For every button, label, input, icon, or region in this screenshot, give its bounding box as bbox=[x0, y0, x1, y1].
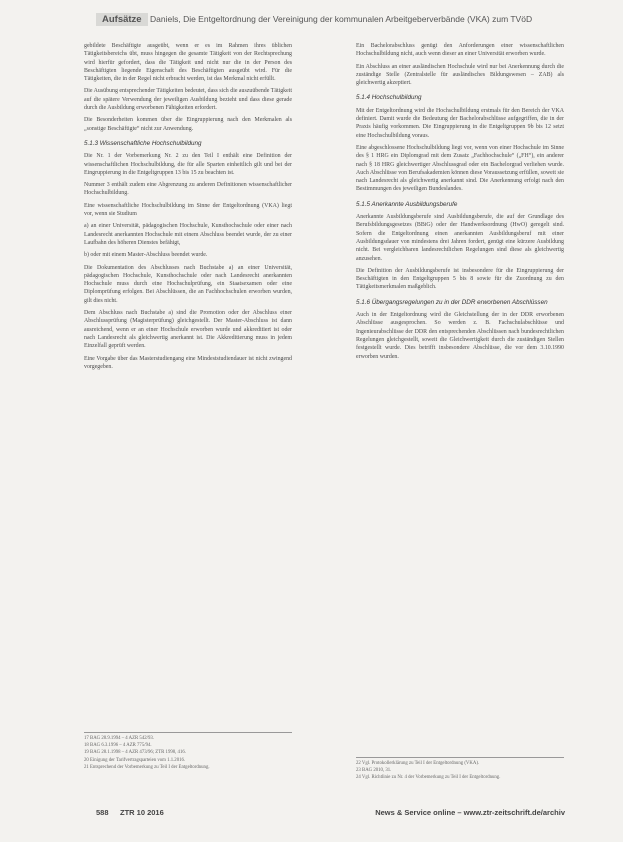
service-link[interactable]: News & Service online – www.ztr-zeitschrift.de/archiv bbox=[375, 808, 565, 817]
footnote: 20 Einigung der Tarifvertragsparteien vom 1.1.2016. bbox=[84, 757, 186, 763]
right-column bbox=[356, 42, 564, 365]
left-column bbox=[84, 42, 292, 375]
footnote: 23 BAG 2010, 31. bbox=[356, 768, 392, 774]
paragraph: Dem Abschluss nach Buchstabe a) sind die Promotion oder der Abschluss einer Abschlussprüfung (Magisterprüfung) gleichgestellt. Der Master-Abschluss ist dann ausreichend, wenn er an einer Hochschule erworben wurde und akkreditiert ist oder nach Landesrecht als gleichwertig anerkannt ist. Die Akkreditierung muss in jedem Einzelfall geprüft werden. bbox=[84, 310, 292, 350]
paragraph: Eine wissenschaftliche Hochschulbildung im Sinne der Entgeltordnung (VKA) liegt vor, wenn sie Studium bbox=[84, 202, 292, 218]
footnote: 24 Vgl. Richtlinie zu Nr. 4 der Vorbemerkung zu Teil I der Entgeltordnung. bbox=[356, 775, 501, 781]
paragraph: Anerkannte Ausbildungsberufe sind Ausbildungsberufe, die auf der Grundlage des Berufsbildungsgesetzes (BBiG) oder der Handwerksordnung (HwO) geregelt sind. Sofern die Entgeltordnung einen anerkannten Ausbildungsberuf mit einer Ausbildungsdauer von mindestens drei Jahren fordert, genügt eine kürzere Ausbildung nicht. Bei vergleichbaren landesrechtlichen Regelungen sind diese als gleichwertig anzusehen. bbox=[356, 214, 564, 262]
footnotes-right bbox=[356, 757, 564, 783]
section-heading: 5.1.3 Wissenschaftliche Hochschulbildung bbox=[84, 139, 202, 147]
footnote: 22 Vgl. Protokollerklärung zu Teil I der Entgeltordnung (VKA). bbox=[356, 761, 480, 766]
paragraph: Ein Abschluss an einer ausländischen Hochschule wird nur bei Anerkennung durch die zuständige Stelle (Zentralstelle für ausländisches Bildungswesen – ZAB) als gleichwertig akzeptiert. bbox=[356, 63, 564, 87]
paragraph: Eine abgeschlossene Hochschulbildung liegt vor, wenn von einer Hochschule im Sinne des § 1 HRG ein Diplomgrad mit dem Zusatz „Fachhochschule“ („FH“), ein anderer nach § 18 HRG gleichwertiger Abschlussgrad oder ein Bachelorgrad verliehen wurde. Auch Abschlüsse von Berufsakademien können diese Voraussetzung erfüllen, soweit sie nach Landesrecht als gleichwertig anerkannt sind. Die Anerkennung erfolgt nach den Bestimmungen des jeweiligen Bundeslandes. bbox=[356, 144, 564, 193]
paragraph: gebildete Beschäftigte ausgeübt, wenn er es im Rahmen ihres üblichen Tätigkeitsbereichs übt, muss hingegen die gesamte Tätigkeit von der Rechtsprechung wird hierfür gefordert, dass die Tätigkeit und nicht nur die in der Person des Beschäftigten liegende Eigenschaft des Beschäftigten ausgeübt wird. Für die Tätigkeiten, die in der Regel nicht erbracht werden, ist das Merkmal nicht erfüllt. bbox=[84, 43, 292, 83]
paragraph: Die Dokumentation des Abschlusses nach Buchstabe a) an einer Universität, pädagogischen Hochschule, Kunsthochschule oder nach Landesrecht anerkannten Hochschule muss durch eine Hochschulprüfung, ein Staatsexamen oder eine Diplomprüfung erfolgen. Bei Abschlüssen, die an Fachhochschulen erworben wurden, gilt dies nicht. bbox=[84, 264, 292, 304]
page-header bbox=[0, 0, 623, 40]
paragraph: Die Ausübung entsprechender Tätigkeiten bedeutet, dass sich die auszuübende Tätigkeit auf die spätere Verwendung der jeweiligen Ausbildung bezieht und dass diese gerade durch die Ausbildung erworbenen Fähigkeiten erfordert. bbox=[84, 88, 292, 112]
paragraph: Die Definition der Ausbildungsberufe ist insbesondere für die Eingruppierung der Beschäftigten in den Entgeltgruppen 5 bis 8 sowie für die Zuordnung zu den Tätigkeitsmerkmalen maßgeblich. bbox=[356, 267, 564, 291]
footnote: 19 BAG 28.1.1998 – 4 AZR 473/96; ZTR 1998, 416. bbox=[84, 750, 186, 756]
paragraph: Die Besonderheiten kommen über die Eingruppierung nach den Merkmalen als „sonstige Beschäftigte“ nicht zur Anwendung. bbox=[84, 117, 292, 132]
section-tag: Aufsätze bbox=[96, 13, 148, 26]
footnote: 18 BAG 6.3.1996 – 4 AZR 775/94. bbox=[84, 743, 152, 749]
footnote: 17 BAG 28.9.1994 – 4 AZR 542/93. bbox=[84, 736, 154, 741]
page-footer bbox=[0, 808, 623, 828]
section-heading: 5.1.5 Anerkannte Ausbildungsberufe bbox=[356, 200, 458, 208]
paragraph: Die Nr. 1 der Vorbemerkung Nr. 2 zu den Teil I enthält eine Definition der wissenschaftlichen Hochschulbildung, die für alle Sparten einheitlich gilt und bei der Eingruppierung in die Entgeltgruppen 13 bis 15 zu beachten ist. bbox=[84, 153, 292, 176]
page-number: 588 bbox=[96, 808, 109, 817]
paragraph: Auch in der Entgeltordnung wird die Gleichstellung der in der DDR erworbenen Abschlüsse ausgesprochen. So werden z. B. Fachschulabschlüsse und Ingenieurabschlüsse der DDR den entsprechenden Abschlüssen nach bundesrechtlichen Regelungen gleichgestellt, soweit die Gleichwertigkeit durch die zuständigen Stellen festgestellt wurde. Dies betrifft insbesondere Abschlüsse, die vor dem 3.10.1990 erworben wurden. bbox=[356, 312, 564, 360]
journal-issue: ZTR 10 2016 bbox=[120, 808, 164, 817]
paragraph: Nummer 3 enthält zudem eine Abgrenzung zu anderen Definitionen wissenschaftlicher Hochschulbildung. bbox=[84, 182, 292, 197]
paragraph: Mit der Entgeltordnung wird die Hochschulbildung erstmals für den Bereich der VKA definiert. Damit wurde die Bedeutung der Bachelorabschlüsse aufgegriffen, die in der Praxis häufig vorkommen. Die Eingruppierung in die Entgeltgruppen 9b bis 12 setzt eine Hochschulbildung voraus. bbox=[356, 107, 564, 139]
footnotes-left bbox=[84, 732, 292, 772]
section-heading: 5.1.4 Hochschulbildung bbox=[356, 94, 422, 102]
list-item: b) oder mit einem Master-Abschluss beendet wurde. bbox=[84, 252, 208, 259]
paragraph: Ein Bachelorabschluss genügt den Anforderungen einer wissenschaftlichen Hochschulbildung nicht, auch wenn dieser an einer Universität erworben wurde. bbox=[356, 43, 564, 58]
running-head: Daniels, Die Entgeltordnung der Vereinigung der kommunalen Arbeitgeberverbände (VKA) zum TVöD bbox=[150, 14, 533, 24]
footnote: 21 Entsprechend der Vorbemerkung zu Teil I der Entgeltordnung. bbox=[84, 764, 210, 770]
section-heading: 5.1.6 Übergangsregelungen zu in der DDR erworbenen Abschlüssen bbox=[356, 298, 548, 306]
paragraph: Eine Vorgabe über das Masterstudiengang eine Mindeststudiendauer ist nicht zwingend vorgegeben. bbox=[84, 355, 292, 370]
list-item: a) an einer Universität, pädagogischen Hochschule, Kunsthochschule oder einer nach Landesrecht anerkannten Hochschule mit einem Abschluss beendet wurde, der zu einer Laufbahn des höheren Dienstes befähigt, bbox=[84, 223, 292, 246]
